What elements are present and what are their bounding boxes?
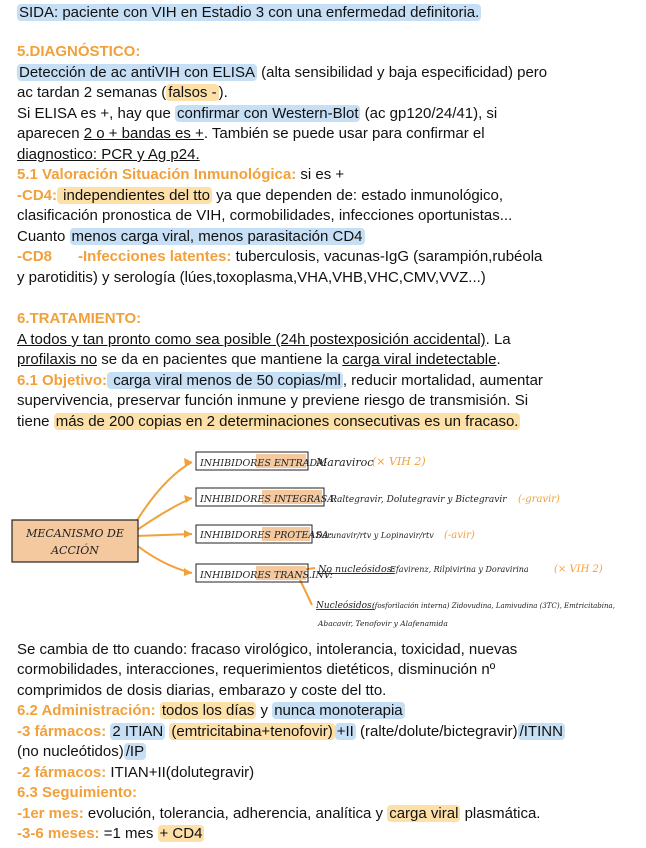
- latent-infections: y parotiditis) y serología (lúes,toxoplasma,VHA,VHB,VHC,CMV,VVZ...): [17, 269, 486, 286]
- diagnosis-heading: 5.DIAGNÓSTICO:: [17, 43, 141, 60]
- change-line-2: cormobilidades, interacciones, requerimientos dietéticos, disminución nº: [17, 661, 496, 678]
- branch-entry-label: INHIBIDORES ENTRADA:: [200, 458, 328, 469]
- branch-integrase-note: (-gravir): [518, 494, 560, 505]
- dx-line-3: Si ELISA es +, hay que confirmar con Western-Blot (ac gp120/24/41), si: [17, 105, 498, 122]
- first-month-line: -1er mes: evolución, tolerancia, adherencia, analítica y carga viral plasmática.: [17, 805, 541, 822]
- branch-protease-drug: Darunavir/rtv y Lopinavir/rtv: [316, 531, 434, 540]
- objective-line: 6.1 Objetivo: carga viral menos de 50 copias/ml , reducir mortalidad, aumentar: [17, 372, 543, 389]
- change-line-1: Se cambia de tto cuando: fracaso virológico, intolerancia, toxicidad, nuevas: [17, 641, 518, 658]
- non-nucleoside-note: (× VIH 2): [554, 564, 603, 575]
- branch-rt-label: INHIBIDORES TRANS.INV:: [200, 570, 333, 581]
- branch-protease-label: INHIBIDORES PROTEASA:: [200, 530, 332, 541]
- nucleoside-label: Nucleósidos:: [316, 601, 375, 611]
- administration-line: 6.2 Administración: todos los días y nunca monoterapia: [17, 702, 403, 719]
- root-line-1: MECANISMO DE: [26, 527, 124, 540]
- branch-entry-note: (× VIH 2): [372, 455, 426, 468]
- root-line-2: ACCIÓN: [51, 544, 99, 557]
- aids-definition: SIDA: paciente con VIH en Estadio 3 con una enfermedad definitoria.: [19, 4, 480, 21]
- branch-integrase-label: INHIBIDORES INTEGRASA:: [200, 494, 338, 505]
- cd4-line: -CD4: independientes del tto ya que dependen de: estado inmunológico,: [17, 187, 504, 204]
- cd4-line-3: Cuanto menos carga viral, menos parasitación CD4: [17, 228, 363, 245]
- objective-line-3: tiene más de 200 copias en 2 determinaciones consecutivas es un fracaso.: [17, 413, 519, 430]
- non-nucleoside-label: No nucleósidos:: [318, 564, 395, 575]
- dx-line-2: ac tardan 2 semanas ( falsos - ).: [17, 84, 228, 101]
- cd8-line: -CD8 -Infecciones latentes: tuberculosis, vacunas-IgG (sarampión,rubéola: [17, 248, 543, 265]
- nucleoside-drugs-2: Abacavir, Tenofovir y Alafenamida: [318, 619, 448, 628]
- cd4-line-2: clasificación pronostica de VIH, cormobilidades, infecciones oportunistas...: [17, 207, 513, 224]
- objective-line-2: supervivencia, preservar función inmune y previene riesgo de transmisión. Si: [17, 392, 529, 409]
- branch-protease-note: (-avir): [444, 530, 475, 541]
- branch-entry-drug: Maraviroc: [316, 456, 374, 469]
- dx-line-4: aparecen 2 o + bandas es +. También se puede usar para confirmar el: [17, 125, 485, 142]
- three-six-months-line: -3-6 meses: =1 mes + CD4: [17, 825, 203, 842]
- two-drugs-line: -2 fármacos: ITIAN+II(dolutegravir): [17, 764, 255, 781]
- branch-integrase-drug: Raltegravir, Dolutegravir y Bictegravir: [330, 495, 507, 505]
- change-line-3: comprimidos de dosis diarias, embarazo y coste del tto.: [17, 682, 387, 699]
- nucleoside-drugs-1: (fosforilación interna) Zidovudina, Lamivudina (3TC), Emtricitabina,: [372, 602, 615, 610]
- three-drugs-line: -3 fármacos: 2 ITIAN (emtricitabina+tenofovir) +II (ralte/dolute/bictegravir) /ITINN: [17, 723, 563, 740]
- tx-line-2: profilaxis no se da en pacientes que mantiene la carga viral indetectable.: [17, 351, 501, 368]
- dx-line-5: diagnostico: PCR y Ag p24.: [17, 146, 200, 163]
- mechanism-diagram: [0, 440, 646, 635]
- followup-heading: 6.3 Seguimiento:: [17, 784, 138, 801]
- immune-assessment: 5.1 Valoración Situación Inmunológica: si es +: [17, 166, 345, 183]
- dx-line-1: Detección de ac antiVIH con ELISA (alta sensibilidad y baja especificidad) pero: [19, 64, 548, 81]
- three-drugs-line-2: (no nucleótidos) /IP: [17, 743, 145, 760]
- tx-line-1: A todos y tan pronto como sea posible (24h postexposición accidental). La: [17, 331, 511, 348]
- treatment-heading: 6.TRATAMIENTO:: [17, 310, 142, 327]
- non-nucleoside-drugs: Efavirenz, Rilpivirina y Doravirina: [390, 565, 529, 574]
